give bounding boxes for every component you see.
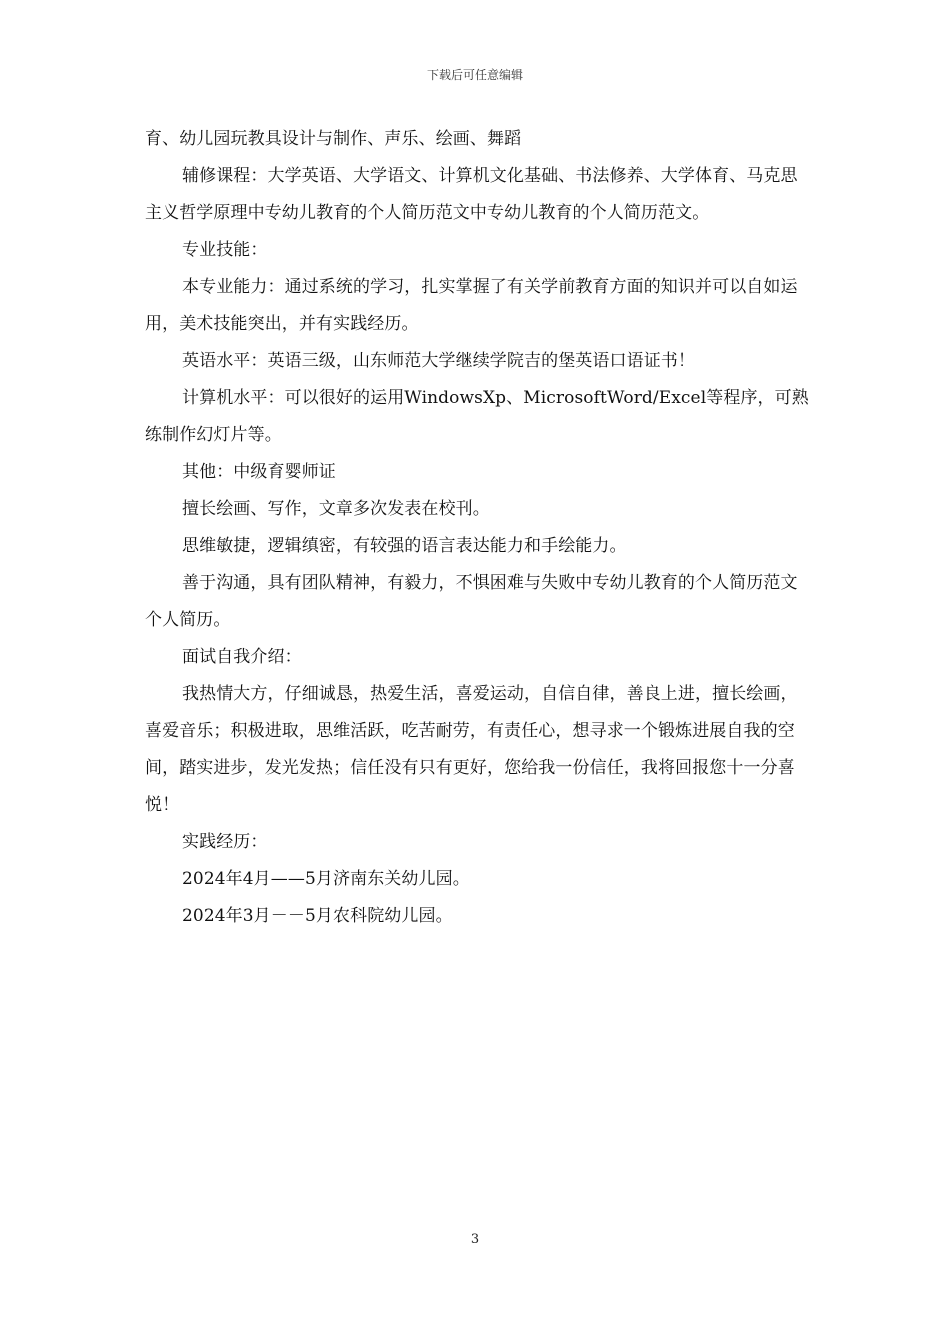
paragraph-thinking: 思维敏捷，逻辑缜密，有较强的语言表达能力和手绘能力。 [182,536,627,556]
paragraph-skills-heading: 专业技能： [182,240,268,260]
paragraph-experience-heading: 实践经历： [182,832,268,852]
paragraph-experience-2: 2024年3月－－5月农科院幼儿园。 [182,906,453,926]
page-number: 3 [470,1232,480,1247]
page-header: 下载后可任意编辑 [426,68,523,82]
paragraph-professional-ability: 本专业能力：通过系统的学习，扎实掌握了有关学前教育方面的知识并可以自如运用，美术技能突出，并有实践经历。 [145,277,798,334]
paragraph-english-level: 英语水平：英语三级，山东师范大学继续学院吉的堡英语口语证书！ [182,351,695,371]
paragraph-drawing-writing: 擅长绘画、写作，文章多次发表在校刊。 [182,499,490,519]
paragraph-self-intro: 我热情大方，仔细诚恳，热爱生活，喜爱运动，自信自律，善良上进，擅长绘画，喜爱音乐；积极进取，思维活跃，吃苦耐劳，有责任心，想寻求一个锻炼进展自我的空间，踏实进步，发光发热；信任没有只有更好，您给我一份信任，我将回报您十一分喜悦！ [145,684,798,815]
paragraph-minor-courses: 辅修课程：大学英语、大学语文、计算机文化基础、书法修养、大学体育、马克思主义哲学原理中专幼儿教育的个人简历范文中专幼儿教育的个人简历范文。 [145,166,798,223]
paragraph-computer-level: 计算机水平：可以很好的运用WindowsXp、MicrosoftWord/Excel等程序，可熟练制作幻灯片等。 [145,388,809,445]
document-body [145,121,810,935]
paragraph-experience-1: 2024年4月——5月济南东关幼儿园。 [182,869,470,889]
paragraph-course-list-continued: 育、幼儿园玩教具设计与制作、声乐、绘画、舞蹈 [145,129,522,149]
paragraph-self-intro-heading: 面试自我介绍： [182,647,302,667]
paragraph-communication: 善于沟通，具有团队精神，有毅力，不惧困难与失败中专幼儿教育的个人简历范文个人简历。 [145,573,798,630]
paragraph-other-certificates: 其他：中级育婴师证 [182,462,336,482]
